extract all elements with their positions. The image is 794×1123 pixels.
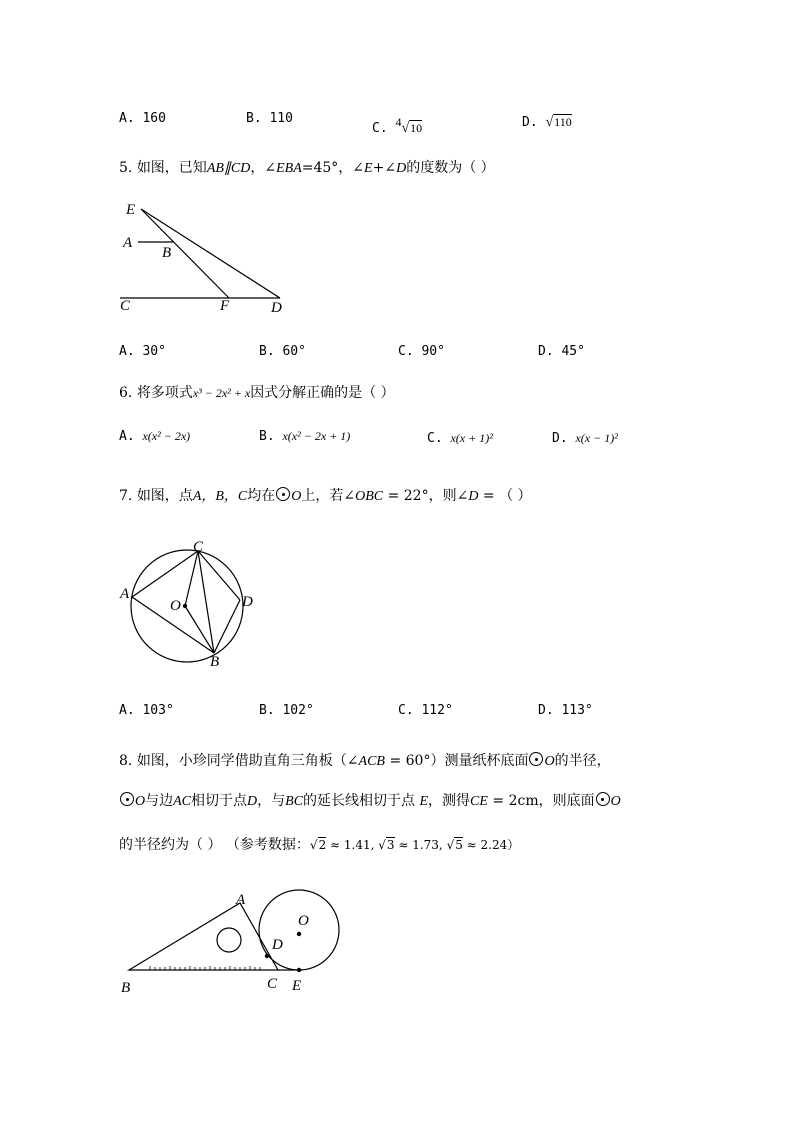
radicand: 3 [386, 838, 395, 852]
option-prefix: B. [259, 429, 275, 444]
sqrt-3: √3 ≈ 1.73, [378, 838, 447, 852]
option-prefix: D. [522, 115, 538, 130]
set-square-hole [217, 928, 241, 952]
question-number: 7. [119, 488, 133, 504]
label-a: A [123, 235, 133, 251]
stem-math: AC [173, 794, 192, 809]
stem-math: O [544, 754, 555, 769]
stem-math: E [419, 794, 429, 809]
stem-text: = 2cm，则底面 [487, 793, 595, 809]
stem-text: = 22°，则∠ [383, 488, 469, 504]
radicand: 2 [318, 838, 327, 852]
circle-dot-icon [120, 792, 134, 806]
q4-option-d: D. √110 [522, 115, 572, 130]
stem-math: BC [285, 794, 304, 809]
option-expr: x(x + 1)² [450, 431, 493, 445]
stem-math: O [610, 794, 621, 809]
center-o-dot [297, 932, 301, 936]
q7-option-c: C. 112° [398, 703, 453, 718]
stem-math: OBC [355, 489, 384, 504]
label-d: D [272, 937, 283, 953]
approx-value: ≈ 1.41, [326, 838, 379, 852]
stem-text: +∠ [372, 160, 397, 176]
stem-text: ，与 [257, 793, 286, 809]
q7-stem [119, 485, 532, 505]
stem-math: AB∥CD [206, 161, 251, 176]
q5-option-a: A. 30° [119, 344, 166, 359]
label-b: B [162, 245, 172, 261]
label-a: A [236, 892, 246, 908]
stem-math: ACB [358, 754, 385, 769]
sqrt-5: √5 ≈ 2.24） [446, 838, 520, 852]
stem-text: 如图，小珍同学借助直角三角板（∠ [136, 753, 359, 769]
q8-line-3 [119, 834, 519, 854]
stem-math: D [396, 161, 407, 176]
label-e: E [292, 978, 302, 994]
option-expr: x(x − 1)² [575, 431, 618, 445]
stem-text: = 60°）测量纸杯底面 [385, 753, 529, 769]
stem-math: CE [470, 794, 488, 809]
q7-option-b: B. 102° [259, 703, 314, 718]
stem-math: A，B，C [192, 489, 248, 504]
stem-text: 的半径， [554, 753, 611, 769]
line-ef [141, 209, 229, 298]
stem-math: E [364, 161, 373, 176]
label-o: O [298, 913, 309, 929]
line-ob [185, 606, 214, 653]
stem-math: O [135, 794, 146, 809]
center-o-dot [183, 604, 187, 608]
radicand: 10 [410, 121, 423, 135]
q5-option-d: D. 45° [538, 344, 585, 359]
line-ac [132, 551, 198, 597]
option-prefix: C. [372, 121, 388, 136]
q7-option-a: A. 103° [119, 703, 174, 718]
stem-math: EBA [276, 161, 302, 176]
tangent-point-e [297, 968, 301, 972]
stem-math: D [247, 794, 258, 809]
stem-text: 的半径约为（ ） （参考数据： [119, 837, 310, 853]
stem-text: 因式分解正确的是（ ） [250, 385, 395, 401]
question-number: 6. [119, 385, 133, 401]
tangent-point-d [265, 954, 269, 958]
q5-option-b: B. 60° [259, 344, 306, 359]
q8-line-2 [119, 790, 621, 810]
option-prefix: A. [119, 429, 135, 444]
approx-value: ≈ 2.24） [462, 838, 520, 852]
polynomial: x³ − 2x² + x [192, 386, 251, 400]
q4-option-c: C. 4√10 [372, 115, 423, 136]
stem-text: = （ ） [478, 488, 532, 504]
coefficient: 4 [395, 115, 402, 129]
question-number: 8. [119, 753, 133, 769]
stem-text: ，测得 [428, 793, 471, 809]
circle-dot-icon [596, 792, 610, 806]
label-c: C [120, 298, 131, 314]
option-expr: x(x² − 2x + 1) [282, 429, 351, 443]
label-d: D [271, 300, 282, 316]
label-f: F [220, 298, 230, 314]
q6-option-d [552, 431, 618, 446]
option-expr: x(x² − 2x) [142, 429, 191, 443]
label-o: O [170, 598, 181, 614]
q7-option-d: D. 113° [538, 703, 593, 718]
stem-text: ，∠ [250, 160, 277, 176]
radicand: 5 [455, 838, 463, 852]
stem-text: 如图，已知 [136, 160, 207, 176]
q6-option-a [119, 429, 190, 444]
stem-text: 相切于点 [191, 793, 248, 809]
cup-circle-o [259, 890, 339, 970]
label-c: C [193, 539, 204, 555]
sqrt-2: √2 ≈ 1.41, [309, 838, 379, 852]
label-a: A [120, 586, 130, 602]
label-b: B [121, 980, 131, 996]
label-c: C [267, 976, 278, 992]
label-e: E [126, 202, 136, 218]
label-d: D [242, 594, 253, 610]
q4-option-b: B. 110 [246, 111, 293, 126]
q8-line-1 [119, 750, 611, 770]
stem-text: 将多项式 [136, 385, 193, 401]
stem-text: 上，若∠ [301, 488, 356, 504]
stem-text: =45°，∠ [301, 160, 365, 176]
stem-text: 与边 [145, 793, 174, 809]
radicand: 110 [554, 115, 572, 129]
stem-text: 均在 [247, 488, 276, 504]
circle-dot-icon [529, 752, 543, 766]
stem-text: 如图，点 [136, 488, 193, 504]
stem-math: O [291, 489, 302, 504]
option-prefix: D. [552, 431, 568, 446]
q6-option-b [259, 429, 350, 444]
stem-text: 的延长线相切于点 [303, 793, 420, 809]
question-number: 5. [119, 160, 133, 176]
q6-option-c [427, 431, 493, 446]
option-prefix: C. [427, 431, 443, 446]
stem-text: 的度数为（ ） [406, 160, 495, 176]
q5-option-c: C. 90° [398, 344, 445, 359]
q4-option-a: A. 160 [119, 111, 166, 126]
q6-stem [119, 382, 395, 402]
set-square [129, 903, 278, 970]
circle-dot-icon [276, 487, 290, 501]
stem-math: D [468, 489, 479, 504]
label-b: B [210, 654, 220, 670]
approx-value: ≈ 1.73, [394, 838, 447, 852]
